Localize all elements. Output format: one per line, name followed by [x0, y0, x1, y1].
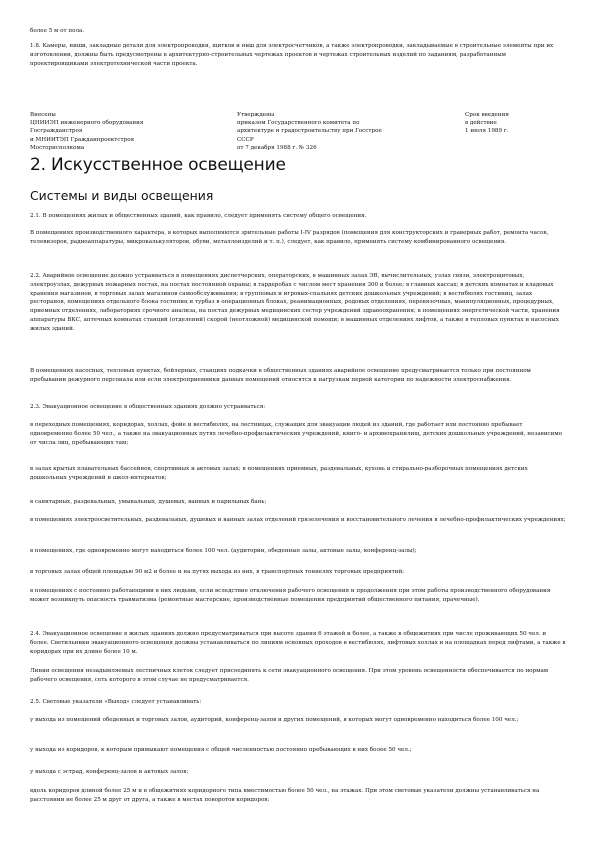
paragraph: в помещениях, где одновременно могут находиться более 100 чел. (аудитории, обеденные залы, актовые залы, конференц-залы);: [30, 548, 417, 554]
paragraph: 2.5. Световые указатели «Выход» следует устанавливать:: [30, 699, 202, 705]
section-title: 2. Искусственное освещение: [30, 155, 286, 175]
paragraph: в переходных помещениях, коридорах, холлах, фойе и вестибюлях, на лестницах, служащих для эвакуации людей из зданий, где работает или постоянно пребывает одновременно более 50 чел., а также на эвакуационных путях лечебно-профилактических учреждений, книго- и архивохранилищ, детских дошкольных учреждений, независимо от числа лиц, пребывающих там;: [30, 422, 563, 446]
paragraph: вдоль коридоров длиной более 25 м и в общежитиях коридорного типа вместимостью более 50 чел., на этажах. При этом световые указатели должны устанавливаться на расстоянии не более 25 м друг от друга, а также в местах поворотов коридоров;: [30, 788, 540, 803]
paragraph: у выхода из коридоров, к которым примыкают помещения с общей численностью постоянно пребывающих в них более 50 чел.;: [30, 747, 412, 753]
paragraph: в помещениях с постоянно работающими в них людьми, если вследствие отключения рабочего освещения и продолжения при этом работы производственного оборудования может возникнуть опасность травматизма (ремонтные мастерские, производственные помещения предприятий общественного питания, прачечные).: [30, 588, 551, 603]
paragraph: у выхода из помещений обеденных и торговых залов, аудиторий, конференц-залов и других помещений, в которых могут одновременно находиться более 100 чел.;: [30, 717, 519, 723]
paragraph: у выхода с эстрад, конференц-залов и актовых залов;: [30, 769, 189, 775]
paragraph: в помещениях электроосветительных, раздевальных, душевых и ванных залах отделений грязелечения и восстановительного лечения в лечебно-профилактических учреждениях;: [30, 517, 566, 523]
paragraph: В помещениях насосных, тепловых пунктах, бойлерных, станциях подкачки в общественных зданиях аварийное освещение предусматривается только при постоянном пребывании дежурного персонала или если электроприемники данных помещений относятся к нагрузкам первой категории по надежности электроснабжения.: [30, 368, 531, 383]
paragraph: 2.4. Эвакуационное освещение в жилых зданиях должно предусматриваться при высоте здания 6 этажей и более, а также в общежитиях при числе проживающих 50 чел. и более. Светильники эвакуационного освещения должны устанавливаться по линиям основных проходов в вестибюлях, лифтовых холлах и на площадках перед лифтами, а также в коридорах при их длине более 10 м.: [30, 631, 566, 655]
approval-effective-date: Срок введения в действие 1 июля 1989 г.: [465, 112, 509, 135]
paragraph: в залах крытых плавательных бассейнов, спортивных и актовых залах; в помещениях приемных, раздевальных, кухонь и стирально-разборочных помещениях детских дошкольных учреждений и школ-интернатов;: [30, 466, 528, 481]
paragraph: 2.2. Аварийное освещение должно устраиваться в помещениях диспетчерских, операторских, в машинных залах ЭВ, вычислительных, узлах связи, электрощитовых, электроузлах, дежурных пожарных постах, на постах постоянной охраны; в гардеробах с числом мест хранения 300 и более; в главных кассах; в детских комнатах и кладовых хранения магазинов, в торговых залах магазинов самообслуживания; в групповых и игровых-спальнях детских дошкольных учреждений; в вестибюлях гостиниц, залах ресторанов, помещениях отдельного блока гостиниц и турбаз в операционных блоках, реанимационных, родовых отделениях, перевязочных, манипуляционных, процедурных, приемных отделениях, лабораториях срочного анализа, на постах дежурных медицинских сестер учреждений здравоохранения; в помещениях энергетической части, хранения аппаратуры ВКС, аптечных комнатах станций (отделений) скорой (неотложной) медицинской помощи; в машинных отделениях лифтов, а также в тепловых пунктах и насосных жилых зданий.: [30, 273, 560, 332]
paragraph: в санитарных, раздевальных, умывальных, душевых, ванных и парильных бань;: [30, 499, 267, 505]
paragraph: в торговых залах общей площадью 90 м2 и более и на путях выхода из них, в транспортных тоннелях торговых предприятий;: [30, 569, 405, 575]
paragraph: 2.1. В помещениях жилых и общественных зданий, как правило, следует применять систему общего освещения.: [30, 213, 367, 219]
paragraph: 2.3. Эвакуационное освещение в общественных зданиях должно устраиваться:: [30, 404, 266, 410]
approval-approved: Утверждены приказом Государственного комитета по архитектуре и градостроительству при Госстрое СССР от 7 декабря 1988 г. № 326: [237, 112, 382, 151]
paragraph-1-8: 1.8. Камеры, ниши, закладные детали для электропроводки, щитков и ниш для электросчетчиков, а также электропроводки, закладываемые в строительные элементы при их изготовлении, должны быть предусмотрены в архитектурно-строительных чертежах проектов и чертежах строительных изделий по заданиям, разработанным проектировщиками электротехнической части проекта.: [30, 43, 554, 67]
section-subtitle: Системы и виды освещения: [30, 188, 214, 203]
intro-line: более 5 м от пола.: [30, 28, 85, 34]
paragraph: Линии освещения незадымляемых лестничных клеток следует присоединять к сети эвакуационного освещения. При этом уровень освещенности обеспечивается по нормам рабочего освещения, сеть которого в этом случае не предусматривается.: [30, 668, 549, 683]
paragraph: В помещениях производственного характера, в которых выполняются зрительные работы I-IV разрядов (помещения для конструкторских и граверных работ, ремонта часов, телевизоров, радиоаппаратуры, микрокалькуляторов, обуви, металлоизделий и т. п.), следует, как правило, применять систему комбинированного освещения.: [30, 230, 549, 245]
approval-submitted: Внесены ЦНИИЭП инженерного оборудования Госгражданстроя и МНИИТЭП Гражданпроектстроя Мосгорисполкома: [30, 112, 144, 151]
